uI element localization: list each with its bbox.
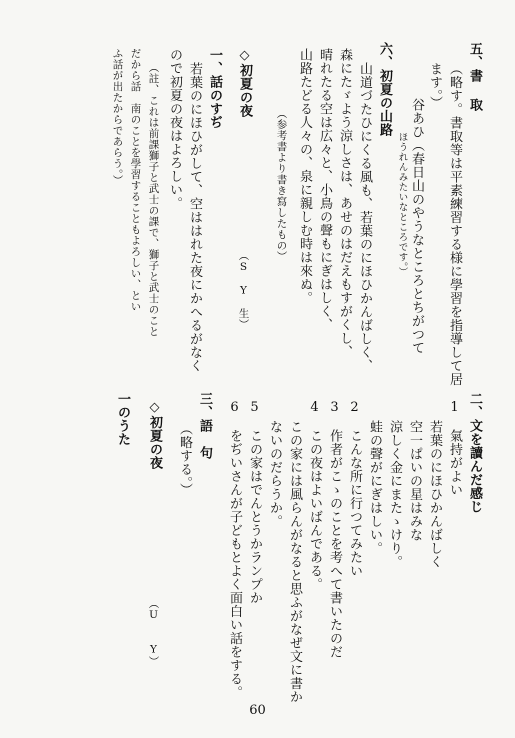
text-column: この家には風らんがなると思ふがなぜ文に書か bbox=[287, 420, 302, 704]
poem-line: 森にたゞよう涼しさは、あせのはだえもすがくし、 bbox=[337, 48, 352, 359]
note-column: だから話 南のことを學習することもよろしい、とい bbox=[129, 48, 142, 312]
text-column: （略す。書取等は平素練習する様に學習を指導して居 bbox=[447, 62, 462, 386]
text-column: 若葉のにほひがして、空ははれた夜にかへるがなく bbox=[187, 62, 202, 373]
poem-line: 晴れたる空は広々と、小鳥の聲もにぎはしく、 bbox=[317, 48, 332, 332]
text-column: ないのだらうか。 bbox=[267, 420, 282, 528]
item: 2 こんな所に行つてみたい bbox=[347, 400, 362, 578]
item: 4 この夜はよいばんである。 bbox=[307, 400, 322, 591]
text-column: 蛙の聲がにぎはしい。 bbox=[367, 420, 382, 555]
section-heading: 三、語 句 bbox=[197, 392, 212, 460]
poem-line: 山路たどる人々の、泉に親しむ時は來ぬ。 bbox=[297, 48, 312, 305]
section-heading: 一、話のすぢ bbox=[207, 48, 222, 129]
note-column: ふ話が出たからであらう。） bbox=[111, 48, 124, 186]
essay-title: ◇初夏の夜 bbox=[147, 400, 162, 470]
text-column: ます。） bbox=[427, 62, 442, 110]
section-heading: 六、初夏の山路 bbox=[377, 42, 392, 137]
text-column: ので初夏の夜はよろしい。 bbox=[167, 48, 182, 210]
text-column: 涼しく金にまたゝけり。 bbox=[387, 420, 402, 569]
essay-title: ◇初夏の夜 bbox=[237, 48, 252, 118]
item: 1 氣持がよい bbox=[447, 400, 462, 497]
item: 3 作者がこゝのことを考へて書いたのだ bbox=[327, 400, 342, 659]
section-heading: 一のうた bbox=[115, 392, 130, 446]
item: 6 をぢいさんが子どもとよく面白い話をする。 bbox=[227, 400, 242, 699]
item: 5 この家はでんとうかランプか bbox=[247, 400, 262, 605]
page-number: 60 bbox=[249, 703, 266, 718]
note-column: （註、これは前課獅子と武士の課で、獅子と武士のこと bbox=[147, 62, 160, 337]
poem-line: 山道づたひにくる風も、若葉のにほひかんばしく、 bbox=[357, 62, 372, 373]
section-heading: 五、書 取 bbox=[467, 42, 482, 112]
section-heading: 二、文を讀んだ感じ bbox=[467, 392, 482, 514]
annotation: ほうれんみたいなところです。） bbox=[396, 132, 408, 278]
text-column: 空一ぱいの星はみな bbox=[407, 420, 422, 542]
text-column: 若葉のにほひかんばしく bbox=[427, 420, 442, 569]
text-column: （略する。） bbox=[177, 422, 192, 497]
text-column: 谷あひ（春日山のやうなところとちがつて bbox=[409, 98, 424, 355]
author: （U Y） bbox=[147, 598, 160, 667]
source-note: （参考書より書き寫したもの） bbox=[275, 108, 288, 262]
author: （S Y 生） bbox=[237, 250, 250, 330]
